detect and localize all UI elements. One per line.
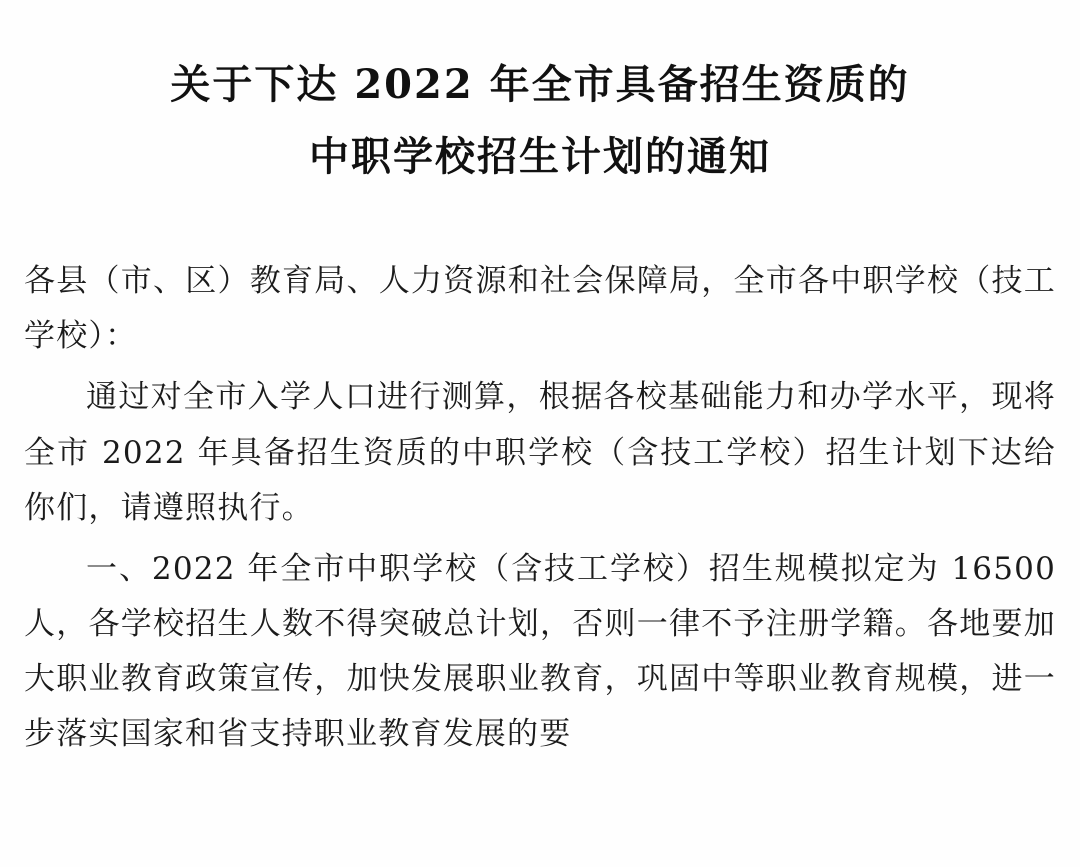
page-title-line-2: 中职学校招生计划的通知 xyxy=(309,133,771,180)
document-body xyxy=(24,254,1056,763)
page-title xyxy=(24,54,1056,188)
paragraph-addressee: 各县（市、区）教育局、人力资源和社会保障局，全市各中职学校（技工学校）： xyxy=(24,263,1056,355)
paragraph-intro: 通过对全市入学人口进行测算，根据各校基础能力和办学水平，现将全市 2022 年具备招生资质的中职学校（含技工学校）招生计划下达给你们，请遵照执行。 xyxy=(24,379,1056,526)
paragraph-item-one: 一、2022 年全市中职学校（含技工学校）招生规模拟定为 16500 人，各学校招生人数不得突破总计划，否则一律不予注册学籍。各地要加大职业教育政策宣传，加快发展职业教育，巩固中等职业教育规模，进一步落实国家和省支持职业教育发展的要 xyxy=(24,550,1056,753)
page-title-line-1: 关于下达 2022 年全市具备招生资质的 xyxy=(170,61,910,108)
